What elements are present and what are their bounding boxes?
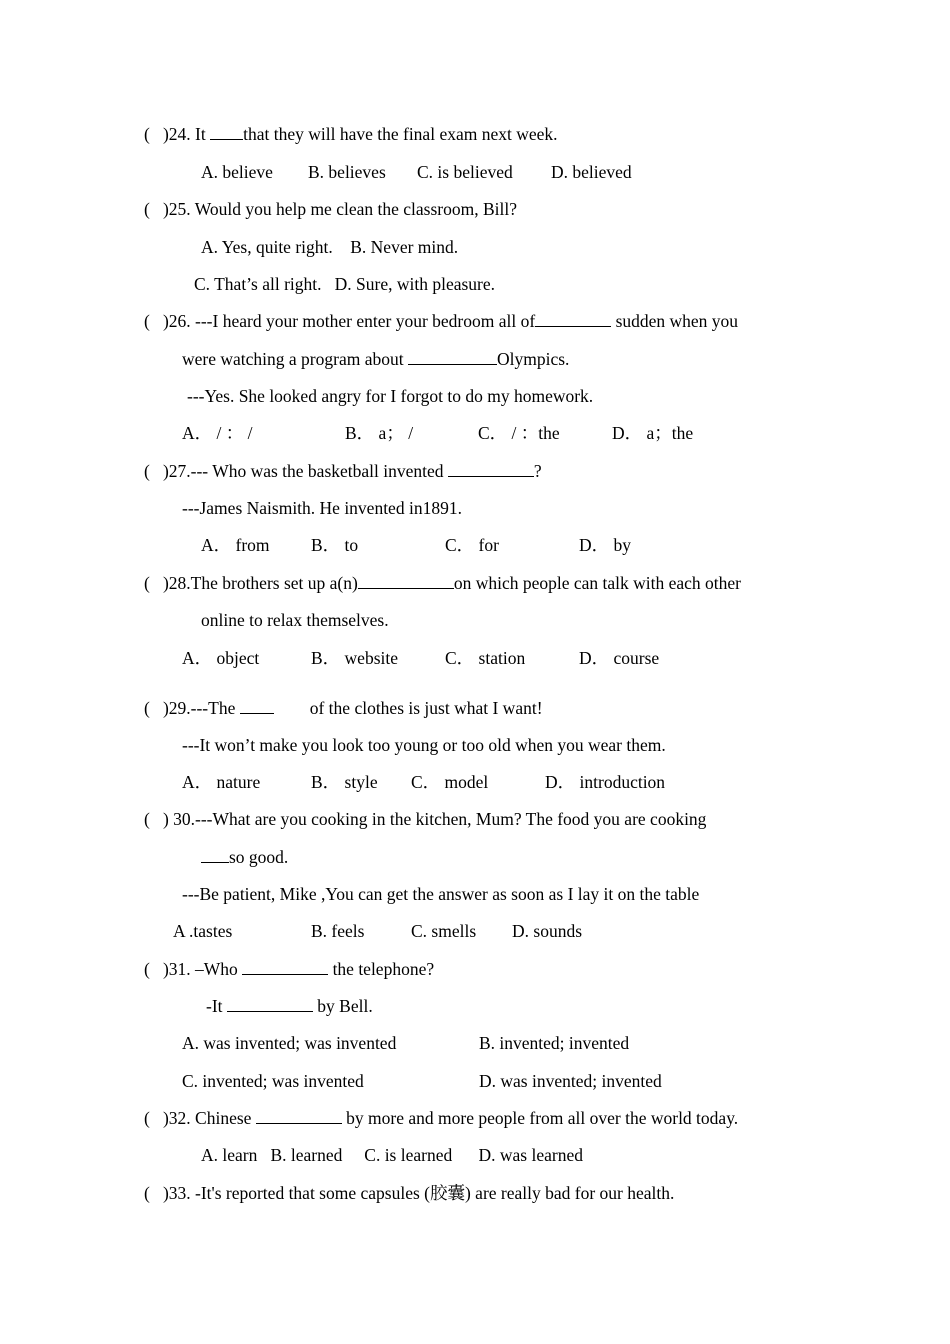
q32-stem-suffix: by more and more people from all over the world today. — [341, 1108, 739, 1128]
q24-option-c: C. is believed — [417, 162, 513, 182]
q31-option-b: B. invented; invented — [479, 1033, 630, 1053]
q29-option-c: C． model — [411, 772, 489, 792]
answer-blank — [535, 310, 611, 327]
q31-option-c: C. invented; was invented — [182, 1071, 364, 1091]
q30-option-c: C. smells — [411, 921, 477, 941]
q26-option-a: A． / ： / — [182, 423, 253, 443]
q24-option-b: B. believes — [308, 162, 386, 182]
answer-blank — [242, 958, 328, 975]
q25-options-line1: A. Yes, quite right. B. Never mind. — [201, 237, 459, 257]
answer-blank — [358, 572, 454, 589]
q26-option-b: B． a； / — [345, 423, 414, 443]
q27-option-c: C． for — [445, 535, 499, 555]
q32-options-line: A. learn B. learned C. is learned D. was learned — [201, 1145, 583, 1165]
question-32-stem — [144, 1107, 738, 1129]
question-29-stem — [144, 697, 543, 719]
q26-line2-prefix: were watching a program about — [182, 349, 408, 369]
q26-line2-suffix: Olympics. — [496, 349, 570, 369]
question-33-stem: ( )33. -It's reported that some capsules (胶囊) are really bad for our health. — [144, 1183, 675, 1203]
q24-option-d: D. believed — [551, 162, 632, 182]
question-27-stem — [144, 460, 542, 482]
q27-stem-suffix: ? — [533, 461, 542, 481]
q26-stem-prefix: ( )26. ---I heard your mother enter your bedroom all of — [144, 311, 536, 331]
q28-option-d: D． course — [579, 648, 660, 668]
q30-line3: ---Be patient, Mike ,You can get the answer as soon as I lay it on the table — [182, 884, 700, 904]
q29-option-d: D． introduction — [545, 772, 666, 792]
q26-option-d: D． a；the — [612, 423, 694, 443]
q27-option-d: D． by — [579, 535, 632, 555]
q28-stem-prefix: ( )28.The brothers set up a(n) — [144, 573, 358, 593]
q29-stem-prefix: ( )29.---The — [144, 698, 240, 718]
q26-line2 — [182, 348, 569, 370]
q31-option-d: D. was invented; invented — [479, 1071, 662, 1091]
q29-option-a: A． nature — [182, 772, 261, 792]
q31-stem-prefix: ( )31. –Who — [144, 959, 243, 979]
q30-option-b: B. feels — [311, 921, 365, 941]
question-26-stem — [144, 310, 738, 332]
q29-line2: ---It won’t make you look too young or too old when you wear them. — [182, 735, 666, 755]
q29-option-b: B． style — [311, 772, 378, 792]
q28-option-c: C． station — [445, 648, 526, 668]
q28-option-a: A． object — [182, 648, 260, 668]
answer-blank — [408, 348, 497, 365]
q28-option-b: B． website — [311, 648, 399, 668]
q32-stem-prefix: ( )32. Chinese — [144, 1108, 256, 1128]
q31-line2-prefix: -It — [206, 996, 227, 1016]
q26-line3: ---Yes. She looked angry for I forgot to do my homework. — [187, 386, 594, 406]
q27-stem-prefix: ( )27.--- Who was the basketball invented — [144, 461, 448, 481]
q29-stem-suffix: of the clothes is just what I want! — [309, 698, 543, 718]
q31-stem-suffix: the telephone? — [328, 959, 435, 979]
question-31-stem — [144, 958, 434, 980]
q30-line2-suffix: so good. — [229, 847, 289, 867]
q25-options-line2: C. That’s all right. D. Sure, with pleasure. — [194, 274, 496, 294]
q27-option-a: A． from — [201, 535, 270, 555]
question-30-stem: ( ) 30.---What are you cooking in the kitchen, Mum? The food you are cooking — [144, 809, 707, 829]
q24-option-a: A. believe — [201, 162, 273, 182]
q30-line2 — [201, 846, 288, 868]
question-24-stem — [144, 123, 558, 145]
q24-stem-suffix: that they will have the final exam next week. — [243, 124, 558, 144]
answer-blank — [448, 460, 534, 477]
answer-blank — [210, 123, 243, 140]
q31-option-a: A. was invented; was invented — [182, 1033, 397, 1053]
question-28-stem — [144, 572, 741, 594]
q27-option-b: B． to — [311, 535, 359, 555]
answer-blank — [201, 846, 229, 863]
answer-blank — [227, 995, 313, 1012]
q26-option-c: C． / ：the — [478, 423, 560, 443]
q24-stem-prefix: ( )24. It — [144, 124, 211, 144]
q27-line2: ---James Naismith. He invented in1891. — [182, 498, 462, 518]
q31-line2 — [206, 995, 373, 1017]
q26-stem-mid: sudden when you — [611, 311, 739, 331]
answer-blank — [256, 1107, 342, 1124]
q30-option-d: D. sounds — [512, 921, 583, 941]
q31-line2-suffix: by Bell. — [312, 996, 373, 1016]
q28-line2: online to relax themselves. — [201, 610, 389, 630]
question-25-stem: ( )25. Would you help me clean the classroom, Bill? — [144, 199, 517, 219]
q30-option-a: A .tastes — [173, 921, 233, 941]
q28-stem-suffix: on which people can talk with each other — [453, 573, 742, 593]
answer-blank — [240, 697, 274, 714]
